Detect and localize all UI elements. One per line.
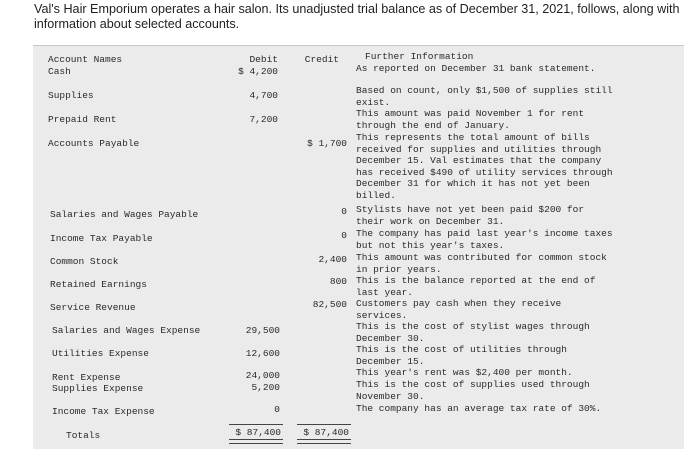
totals-credit: $ 87,400 xyxy=(303,427,349,438)
header-account-names: Account Names xyxy=(48,54,123,65)
row-info: As reported on December 31 bank statement. xyxy=(356,63,596,74)
row-name: Cash xyxy=(48,66,71,77)
row-name: Prepaid Rent xyxy=(48,114,117,125)
row-credit: 82,500 xyxy=(312,299,347,310)
credit-subtotal-rule xyxy=(297,424,351,425)
row-name: Common Stock xyxy=(50,256,119,267)
row-name: Retained Earnings xyxy=(50,279,147,290)
row-name: Salaries and Wages Expense xyxy=(52,325,201,336)
row-debit: 0 xyxy=(274,404,280,415)
row-debit: 7,200 xyxy=(249,114,278,125)
row-credit: $ 1,700 xyxy=(307,138,347,149)
header-debit: Debit xyxy=(249,54,278,65)
row-info: Based on count, only $1,500 of supplies still exist. xyxy=(356,85,613,108)
row-info: This is the balance reported at the end of last year. xyxy=(356,275,596,298)
row-info: The company has paid last year's income taxes but not this year's taxes. xyxy=(356,228,613,251)
totals-label: Totals xyxy=(66,430,101,441)
row-info: The company has an average tax rate of 30%. xyxy=(356,403,602,414)
row-name: Salaries and Wages Payable xyxy=(50,209,199,220)
row-credit: 800 xyxy=(329,276,347,287)
row-info: This year's rent was $2,400 per month. xyxy=(356,367,573,378)
row-name: Income Tax Payable xyxy=(50,233,153,244)
row-info: This represents the total amount of bills received for supplies and utilities through December 15. Val estimates that the company has received $490 of utility services through December 31 for which it has not yet been billed. xyxy=(356,132,613,201)
credit-total-double-rule xyxy=(297,439,351,444)
row-debit: 4,700 xyxy=(249,90,278,101)
row-name: Service Revenue xyxy=(50,302,136,313)
row-debit: 5,200 xyxy=(251,382,280,393)
row-credit: 0 xyxy=(341,206,347,217)
row-info: This is the cost of stylist wages through December 30. xyxy=(356,321,590,344)
row-name: Supplies xyxy=(48,90,94,101)
row-info: This is the cost of utilities through December 15. xyxy=(356,344,567,367)
row-name: Accounts Payable xyxy=(48,138,140,149)
row-info: Stylists have not yet been paid $200 for their work on December 31. xyxy=(356,204,585,227)
row-debit: 29,500 xyxy=(245,325,280,336)
row-name: Income Tax Expense xyxy=(52,406,155,417)
row-name: Utilities Expense xyxy=(52,348,149,359)
totals-debit: $ 87,400 xyxy=(235,427,281,438)
header-credit: Credit xyxy=(304,54,339,65)
debit-total-double-rule xyxy=(229,439,283,444)
row-debit: 24,000 xyxy=(245,370,280,381)
row-info: Customers pay cash when they receive services. xyxy=(356,298,562,321)
row-credit: 2,400 xyxy=(318,254,347,265)
header-further-information: Further Information xyxy=(365,51,474,62)
row-credit: 0 xyxy=(341,230,347,241)
debit-subtotal-rule xyxy=(229,424,283,425)
row-name: Rent Expense xyxy=(52,372,121,383)
intro-paragraph: Val's Hair Emporium operates a hair salon. Its unadjusted trial balance as of December 31, 2021, follows, along with information about selected accounts. xyxy=(34,2,680,31)
row-info: This amount was contributed for common stock in prior years. xyxy=(356,252,607,275)
trial-balance-table xyxy=(33,45,684,449)
row-debit: $ 4,200 xyxy=(238,66,278,77)
row-info: This is the cost of supplies used through November 30. xyxy=(356,379,590,402)
row-name: Supplies Expense xyxy=(52,383,144,394)
row-info: This amount was paid November 1 for rent through the end of January. xyxy=(356,108,585,131)
row-debit: 12,600 xyxy=(245,348,280,359)
